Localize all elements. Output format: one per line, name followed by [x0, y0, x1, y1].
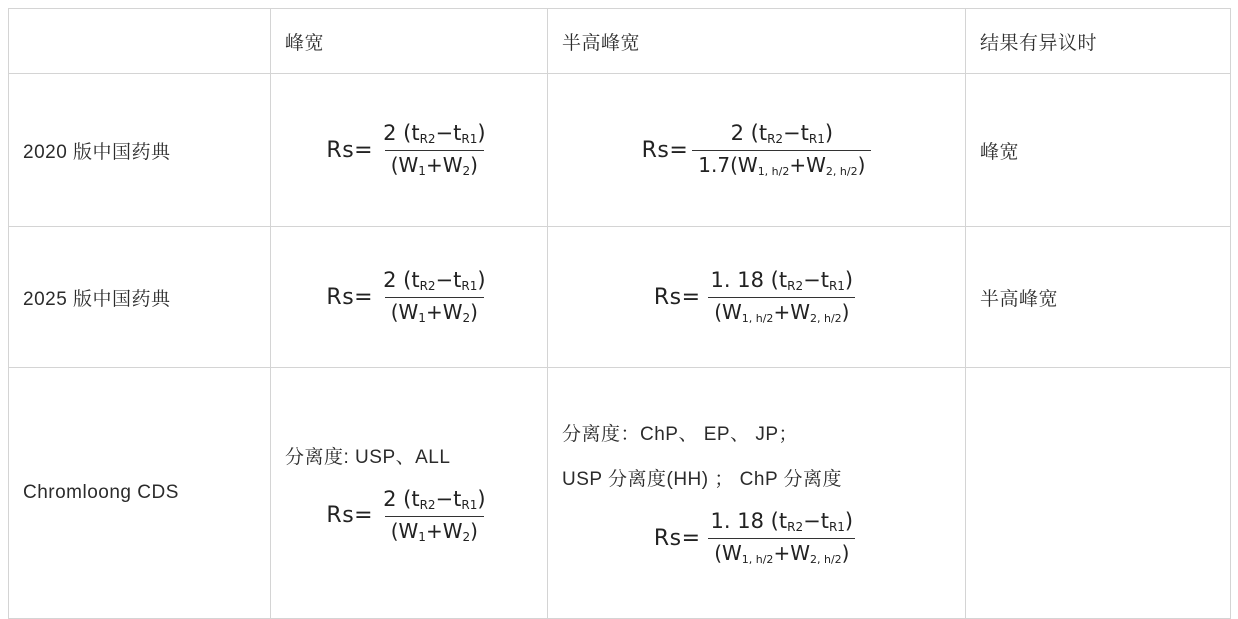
fraction-numerator: 2 $(t_{R2}-t_{R1})$ [730, 121, 834, 147]
formula-lhs: Rs= [326, 284, 374, 310]
header-cell-peak-width [271, 9, 548, 74]
dispute-cell-2020 [966, 74, 1231, 227]
fraction-denominator: $1.7(W_{1, h/2}+W_{2, h/2})$ [692, 150, 871, 178]
formula-half-height-cds [562, 509, 951, 566]
fraction-denominator: $(W_{1, h/2}+W_{2, h/2})$ [708, 297, 855, 325]
dispute-cell-2025 [966, 227, 1231, 368]
header-label-peak-width: 峰宽 [285, 32, 325, 54]
fraction [377, 487, 491, 545]
half-height-note-1-cds: 分离度：ChP、 EP、 JP； [562, 424, 799, 446]
table-header-row [9, 9, 1231, 74]
row-label-cell-2020 [9, 74, 271, 227]
row-label-cds: Chromloong CDS [23, 482, 179, 503]
peak-width-stack-cds [285, 442, 533, 545]
fraction [705, 268, 860, 325]
row-label-cell-2025 [9, 227, 271, 368]
fraction-numerator: 2 $(t_{R2}-t_{R1})$ [383, 486, 486, 512]
formula-cell-half-height-cds [548, 368, 966, 619]
row-label-2020: 2020 版中国药典 [23, 141, 171, 163]
table-row [9, 227, 1231, 368]
formula-lhs: Rs= [653, 284, 701, 310]
half-height-note-2-cds: USP 分离度(HH) ； ChP 分离度 [562, 469, 843, 491]
formula-peak-width-2020 [285, 121, 533, 179]
dispute-cell-cds [966, 368, 1231, 619]
formula-cell-peak-width-2025 [271, 227, 548, 368]
table-row [9, 74, 1231, 227]
formula-lhs: Rs= [326, 137, 374, 163]
fraction [377, 268, 491, 326]
fraction-numerator: 1. 18 $(t_{R2}-t_{R1})$ [710, 268, 854, 294]
formula-half-height-2025 [562, 268, 951, 325]
formula-peak-width-2025 [285, 268, 533, 326]
header-label-half-height-width: 半高峰宽 [562, 32, 641, 54]
row-label-2025: 2025 版中国药典 [23, 288, 171, 310]
row-label-cell-cds [9, 368, 271, 619]
fraction-numerator: 2 $(t_{R2}-t_{R1})$ [383, 268, 486, 294]
table-row [9, 368, 1231, 619]
fraction-denominator: $(W_1+W_2)$ [385, 297, 484, 326]
fraction-denominator: $(W_{1, h/2}+W_{2, h/2})$ [708, 538, 855, 566]
formula-cell-half-height-2020 [548, 74, 966, 227]
formula-lhs: Rs= [326, 503, 374, 528]
formula-cell-peak-width-2020 [271, 74, 548, 227]
dispute-value-2025: 半高峰宽 [980, 288, 1059, 310]
fraction-denominator: $(W_1+W_2)$ [385, 516, 484, 545]
formula-half-height-2020 [562, 121, 951, 178]
header-cell-dispute [966, 9, 1231, 74]
peak-width-note-cds: 分离度: USP、ALL [285, 446, 451, 468]
fraction [705, 509, 860, 566]
header-label-dispute: 结果有异议时 [980, 32, 1098, 54]
fraction-denominator: $(W_1+W_2)$ [385, 150, 484, 179]
header-cell-half-height-width [548, 9, 966, 74]
formula-cell-peak-width-cds [271, 368, 548, 619]
formula-peak-width-cds [285, 487, 533, 545]
resolution-formula-comparison-table [8, 8, 1231, 619]
formula-lhs: Rs= [653, 525, 701, 551]
fraction [692, 121, 871, 178]
header-cell-empty [9, 9, 271, 74]
comparison-table-sheet [0, 8, 1238, 583]
formula-cell-half-height-2025 [548, 227, 966, 368]
dispute-value-2020: 峰宽 [980, 141, 1020, 163]
fraction-numerator: 2 $(t_{R2}-t_{R1})$ [383, 121, 486, 147]
fraction-numerator: 1. 18 $(t_{R2}-t_{R1})$ [710, 509, 854, 535]
half-height-stack-cds [562, 419, 951, 566]
formula-lhs: Rs= [641, 137, 689, 163]
fraction [377, 121, 491, 179]
